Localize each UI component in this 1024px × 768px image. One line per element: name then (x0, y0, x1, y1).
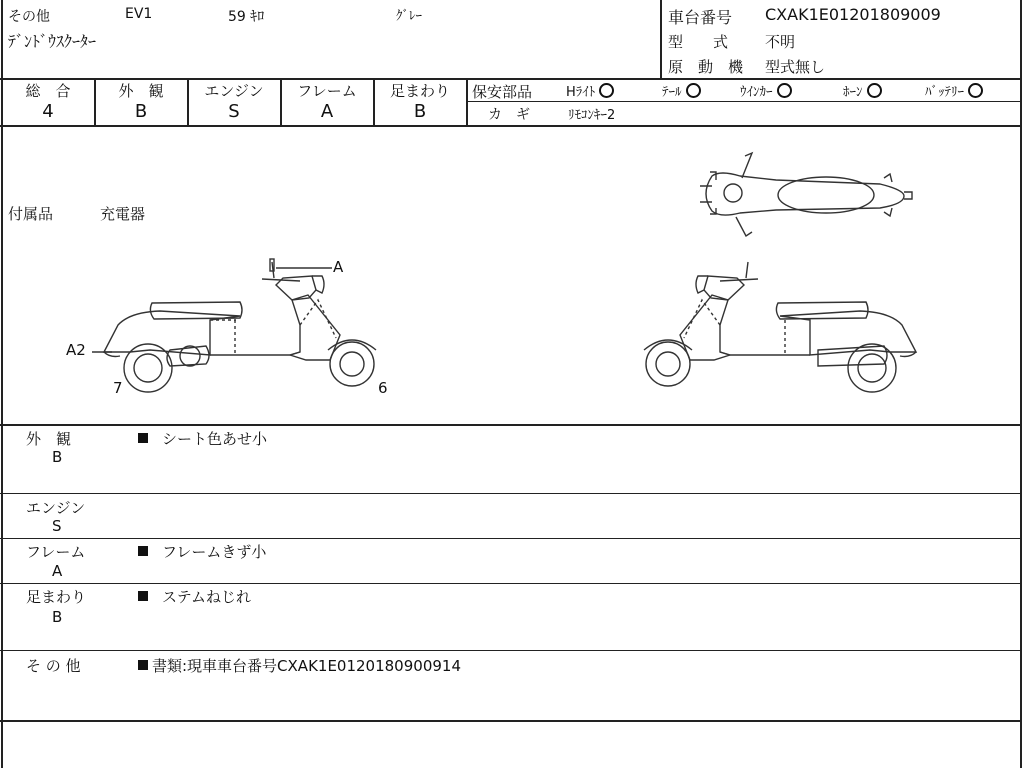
grade-value-frame: A (320, 101, 334, 122)
note-label-suspension: 足まわり (26, 588, 87, 606)
grade-value-engine: S (228, 101, 240, 122)
right-handlebar (720, 262, 758, 281)
motor-housing (167, 346, 209, 366)
safety-item-horn-label: ﾎｰﾝ (843, 85, 863, 100)
top-front-details (700, 172, 716, 214)
grade-label-suspension: 足まわり (389, 82, 450, 100)
right-motor-housing (818, 346, 887, 366)
note-text-other: 書類:現車車台番号CXAK1E0120180900914 (152, 657, 461, 675)
key-label: カ ギ (488, 107, 530, 123)
bullet-icon (138, 591, 148, 601)
type-label: 型 式 (668, 33, 729, 51)
color-text: ｸﾞﾚｰ (396, 9, 422, 24)
scooter-right-view (630, 255, 930, 395)
note-text-suspension: ステムねじれ (162, 588, 251, 606)
mark-a-top: A (333, 258, 344, 276)
right-rear-wheel (848, 344, 896, 392)
model-name: ﾃﾞﾝﾄﾞｳｽｸｰﾀｰ (8, 32, 97, 51)
mileage: 59 ｷﾛ (228, 9, 265, 25)
accessories-label: 付属品 (8, 205, 54, 223)
note-grade-engine: S (52, 517, 62, 535)
note-label-frame: フレーム (26, 543, 86, 561)
safety-parts-title: 保安部品 (472, 83, 533, 101)
right-front-wheel (646, 342, 690, 386)
right-rear-hub (858, 354, 886, 382)
notes-line-1 (0, 493, 1022, 494)
engine-value: 型式無し (765, 58, 826, 76)
note-item-frame (138, 541, 266, 562)
safety-item-horn (843, 81, 882, 100)
rear-hub (134, 354, 162, 382)
grade-label-frame: フレーム (297, 82, 357, 100)
type-value: 不明 (765, 33, 796, 51)
rear-wheel (124, 344, 172, 392)
mark-a2-rear: A2 (66, 341, 86, 359)
note-grade-suspension: B (52, 608, 63, 626)
frame-hidden-line (210, 320, 236, 354)
ok-circle-icon (777, 83, 792, 98)
bullet-icon (138, 433, 148, 443)
top-headlamp (724, 184, 742, 202)
right-front-hub (656, 352, 680, 376)
note-grade-frame: A (52, 562, 63, 580)
safety-item-battery (925, 81, 983, 100)
frame-number-label: 車台番号 (668, 8, 733, 27)
grade-value-exterior: B (134, 101, 148, 122)
notes-top-line (0, 424, 1022, 426)
note-text-frame: フレームきず小 (162, 543, 267, 561)
key-value: ﾘﾓｺﾝｷｰ2 (568, 108, 616, 123)
category-text: その他 (8, 9, 50, 25)
right-seat-shape (776, 302, 868, 319)
note-grade-exterior: B (52, 448, 63, 466)
top-handlebar (736, 153, 752, 236)
ok-circle-icon (686, 83, 701, 98)
safety-item-battery-label: ﾊﾞｯﾃﾘｰ (925, 85, 964, 100)
notes-line-3 (0, 583, 1022, 584)
note-item-other (138, 655, 461, 676)
model-code: EV1 (125, 6, 153, 22)
right-fork-hidden-line (684, 300, 720, 338)
front-wheel (330, 342, 374, 386)
mark-6: 6 (378, 379, 388, 397)
motor-cap (180, 346, 200, 366)
header-divider (660, 0, 662, 78)
bullet-icon (138, 546, 148, 556)
note-item-exterior (138, 428, 267, 449)
notes-line-4 (0, 650, 1022, 651)
safety-item-taillight-label: ﾃｰﾙ (662, 85, 682, 100)
notes-bottom-line (0, 720, 1022, 722)
ok-circle-icon (599, 83, 614, 98)
grade-label-overall: 総 合 (25, 82, 71, 100)
top-rear-details (884, 174, 912, 216)
note-item-suspension (138, 586, 251, 607)
accessories-value: 充電器 (100, 205, 146, 223)
ok-circle-icon (867, 83, 882, 98)
note-label-other: そ の 他 (26, 657, 81, 675)
note-label-exterior: 外 観 (26, 430, 72, 448)
scooter-top-view (690, 148, 930, 248)
safety-item-winker-label: ｳｲﾝｶｰ (740, 85, 773, 100)
notes-line-2 (0, 538, 1022, 539)
safety-item-headlight-label: Hﾗｲﾄ (566, 85, 596, 100)
fork-hidden-line (300, 300, 336, 338)
note-label-engine: エンジン (26, 499, 86, 517)
grade-value-overall: 4 (42, 101, 54, 122)
mark-7: 7 (113, 379, 123, 397)
ok-circle-icon (968, 83, 983, 98)
safety-item-headlight (566, 81, 614, 100)
handlebar-line (262, 262, 300, 281)
note-text-exterior: シート色あせ小 (162, 430, 268, 448)
safety-mid-line (466, 101, 1022, 102)
safety-item-winker (740, 81, 792, 100)
grade-divider-5 (466, 78, 468, 126)
front-hub (340, 352, 364, 376)
bullet-icon (138, 660, 148, 670)
seat-shape (150, 302, 242, 319)
grade-label-exterior: 外 観 (118, 82, 164, 100)
grade-label-engine: エンジン (204, 82, 264, 100)
engine-label: 原 動 機 (668, 58, 744, 76)
frame-number: CXAK1E01201809009 (765, 5, 941, 24)
grade-value-suspension: B (413, 101, 427, 122)
safety-item-taillight (662, 81, 701, 100)
